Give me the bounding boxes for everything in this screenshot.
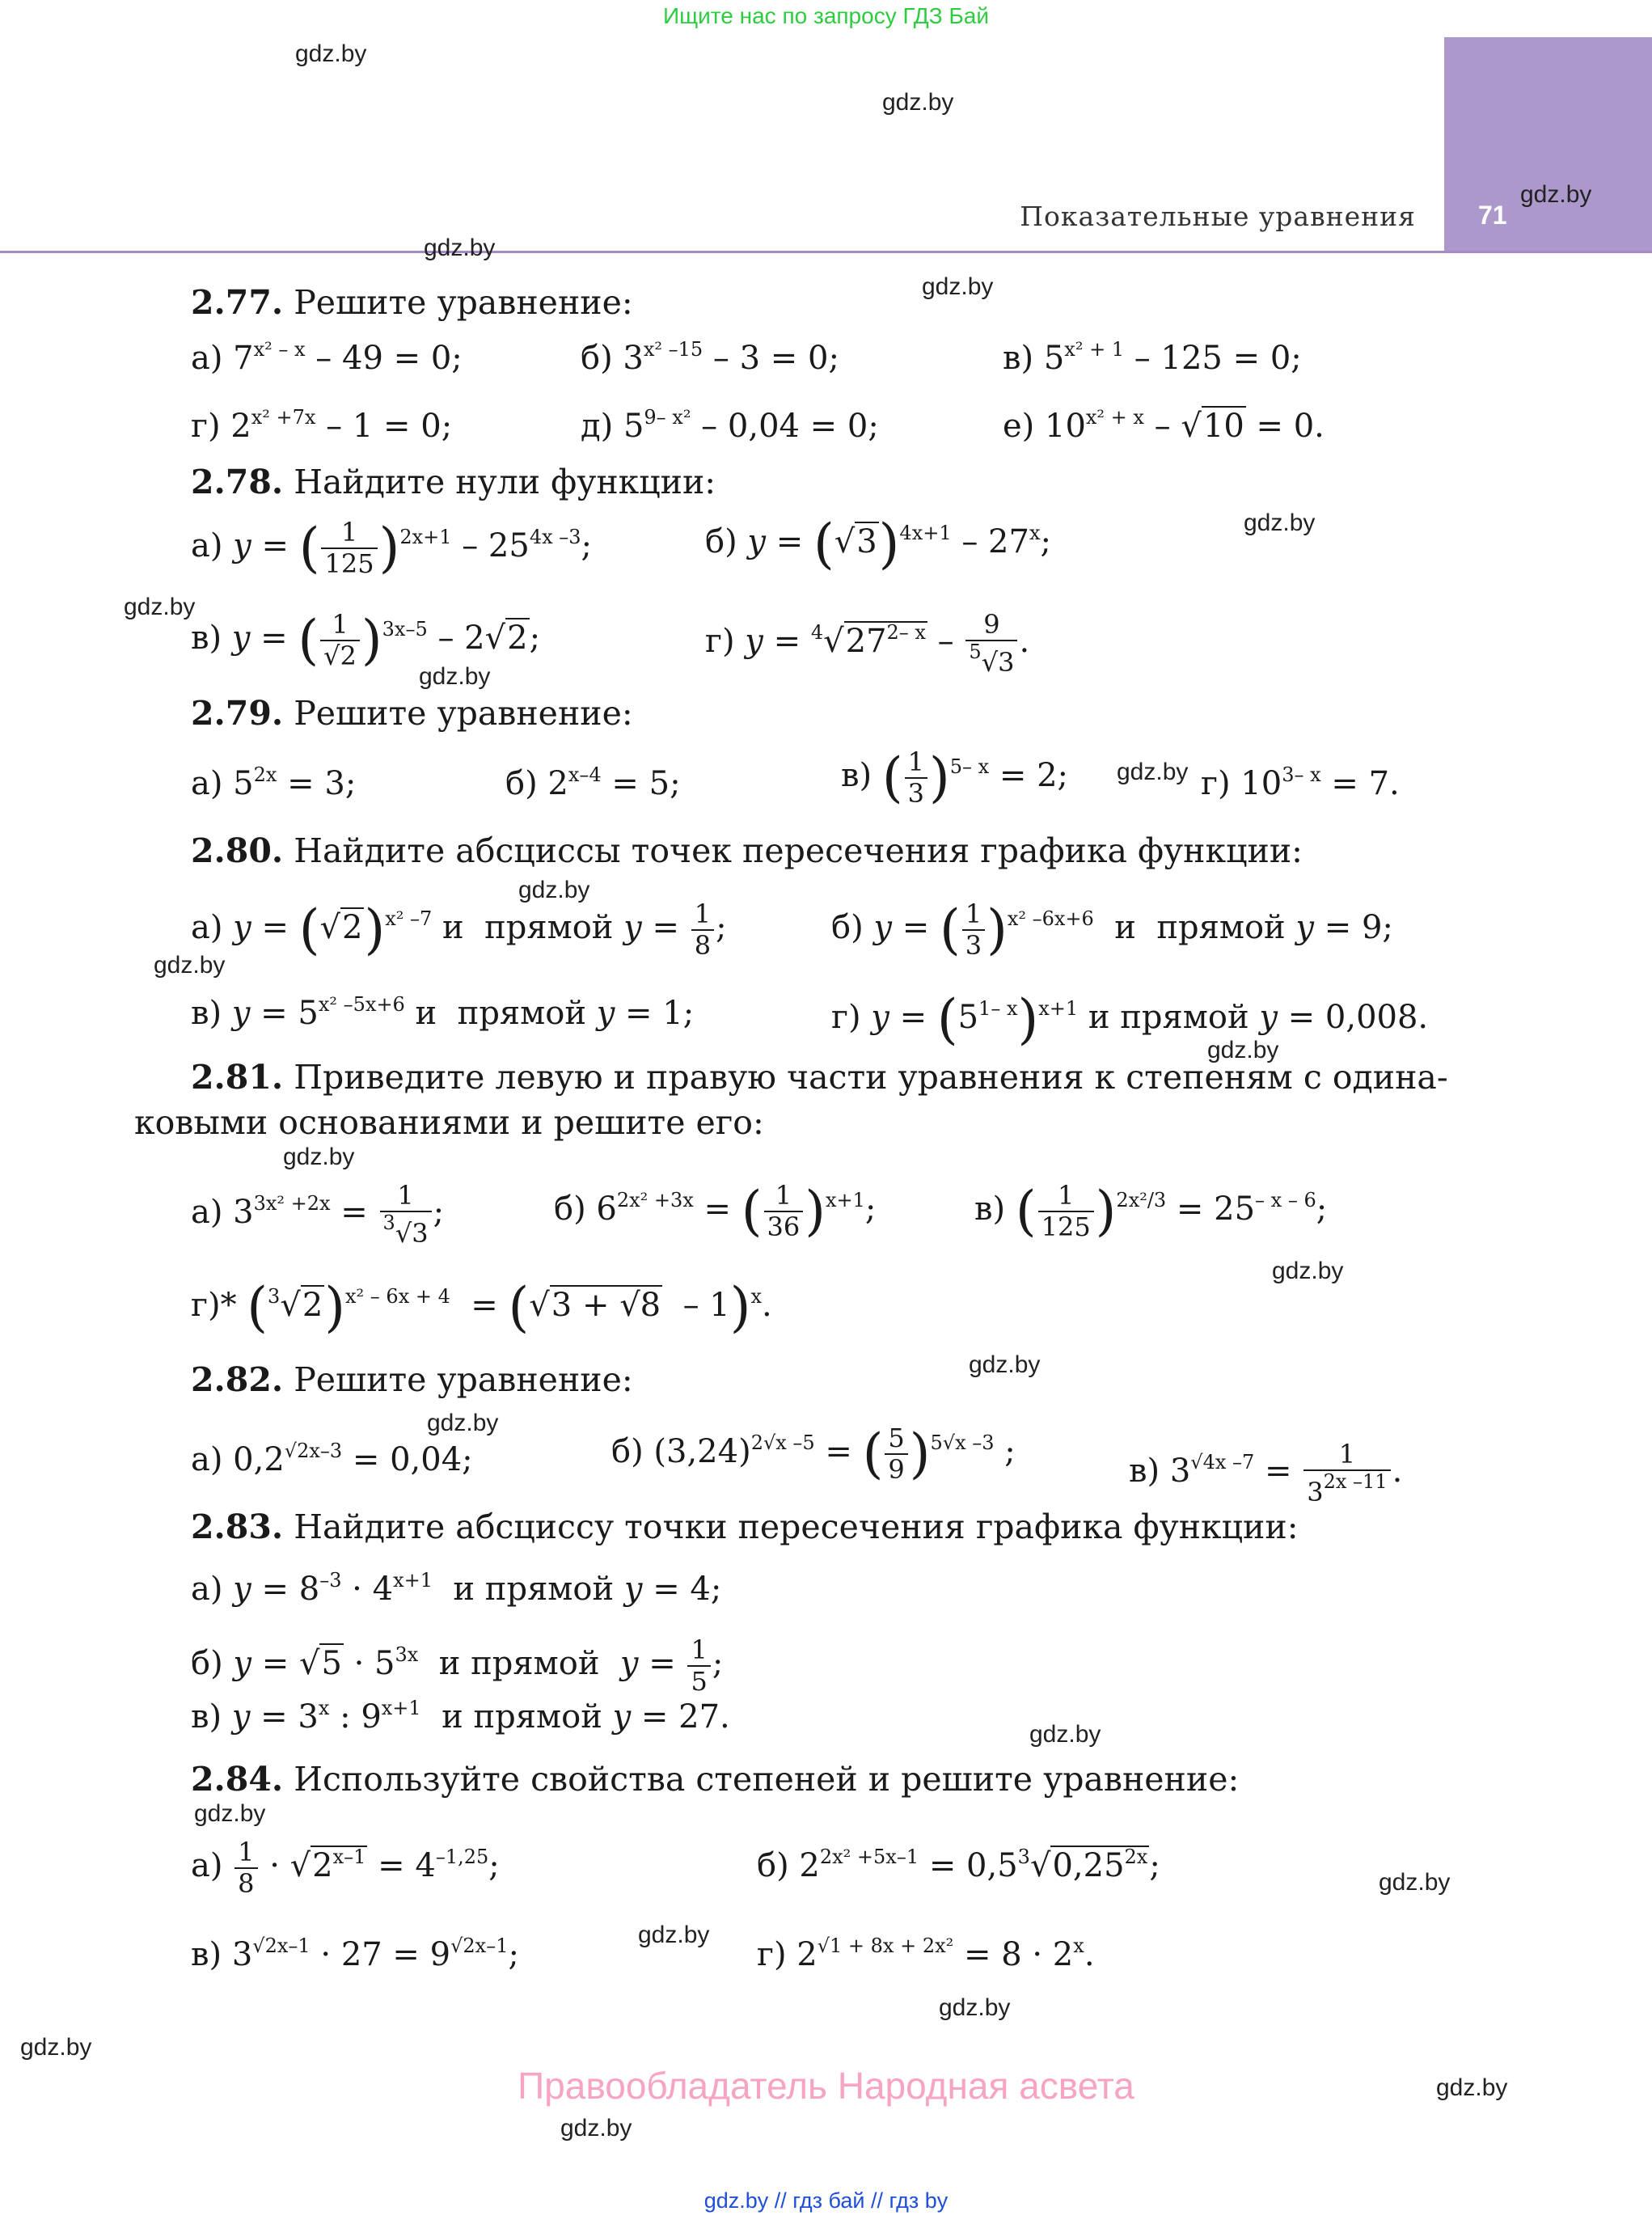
formula-row: е) $10^{x^2 + x} - √10 = 0$.: [1003, 406, 1325, 445]
formula-row: а) $5^{2x} = 3$;: [191, 763, 357, 802]
exercise-number: 2.84.: [191, 1760, 284, 1799]
exercise-number: 2.81.: [191, 1058, 284, 1097]
watermark: gdz.by: [194, 1800, 266, 1827]
exercise-2-79: [191, 694, 633, 733]
exercise-number: 2.80.: [191, 831, 284, 870]
watermark: gdz.by: [638, 1922, 710, 1948]
formula-row: в) $3^{√2x-1} \cdot 27 = 9^{√2x-1}$;: [191, 1934, 519, 1973]
formula-row: в) $3^{√4x -7}$ = $\frac{1}{3^{2x -11}}$ .: [1129, 1439, 1403, 1507]
formula-row: г) $2^{x^2 +7x} - 1 = 0$;: [191, 406, 453, 445]
formula-row: а) y = ( $\frac{1}{125}$ )$^{2x+1} - 25^{4x -3}$;: [191, 516, 593, 579]
watermark: gdz.by: [922, 273, 994, 300]
exercise-title: Найдите абсциссы точек пересечения графика функции:: [294, 831, 1303, 870]
exercise-2-84: [191, 1760, 1239, 1799]
exercise-2-78: [191, 463, 716, 501]
exercise-title-continued: ковыми основаниями и решите его:: [134, 1103, 764, 1142]
watermark: gdz.by: [283, 1144, 355, 1170]
formula-row: в) $5^{x^2 + 1} - 125 = 0$;: [1003, 338, 1302, 377]
watermark: gdz.by: [295, 40, 367, 67]
formula-row: б) $2^{x-4} = 5$;: [505, 763, 681, 802]
formula-row: б) $(3,24)^{2√x -5}$ = ( $\frac{5}{9}$ )$^{5√x -3}$ ;: [611, 1422, 1016, 1485]
formula-row: б) $6^{2x^2 +3x}$ = ( $\frac{1}{36}$ )$^{x+1}$;: [554, 1179, 877, 1242]
formula-row: а) $3^{3x^2 +2x}$ = $\frac{1}{^3√3}$ ;: [191, 1180, 445, 1249]
section-title: Показательные уравнения: [1020, 201, 1416, 232]
formula-row: в) $y = 3^x$ : $9^{x+1}$ и прямой y = 27.: [191, 1697, 730, 1736]
watermark: gdz.by: [20, 2034, 92, 2061]
page-number-tab: [1444, 37, 1652, 252]
exercise-2-80: [191, 831, 1303, 870]
exercise-title: Решите уравнение:: [294, 283, 633, 322]
exercise-title: Используйте свойства степеней и решите уравнение:: [294, 1760, 1240, 1799]
formula-row: б) $2^{2x^2 +5x-1} = 0,5^3√0,25^{2x}$;: [757, 1846, 1160, 1884]
formula-row: г) $10^{3- x} = 7$.: [1201, 763, 1400, 802]
exercise-title: Решите уравнение:: [294, 1360, 633, 1399]
exercise-number: 2.78.: [191, 463, 284, 501]
formula-row: г)* $(^3√2)^{x^2 - 6x + 4} = (√3 + √8 - 1)^x$.: [191, 1276, 772, 1338]
watermark: gdz.by: [1436, 2074, 1508, 2101]
formula-row: в) ( $\frac{1}{3}$ )$^{5- x}$ = 2;: [841, 746, 1069, 809]
formula-row: а) $7^{x^2 - x} - 49 = 0$;: [191, 338, 463, 377]
exercise-title: Найдите абсциссу точки пересечения графика функции:: [294, 1507, 1299, 1546]
exercise-number: 2.83.: [191, 1507, 284, 1546]
exercise-2-83: [191, 1507, 1299, 1546]
watermark: gdz.by: [419, 663, 491, 690]
exercise-title: Найдите нули функции:: [294, 463, 716, 501]
promo-note: Ищите нас по запросу ГДЗ Бай: [662, 3, 990, 28]
watermark: gdz.by: [939, 1994, 1011, 2021]
copyright-holder: Правообладатель Народная асвета: [518, 2065, 1134, 2107]
formula-row: а) $y = (√2)^{x^2 -7}$ и прямой y = $\frac{1}{8}$ ;: [191, 898, 727, 961]
formula-row: а) $y = 8^{-3} \cdot 4^{x+1}$ и прямой y = 4;: [191, 1569, 722, 1608]
formula-row: а) $0,2^{√2x-3} = 0,04$;: [191, 1440, 473, 1478]
watermark: gdz.by: [1379, 1869, 1451, 1896]
exercise-number: 2.77.: [191, 283, 284, 322]
watermark: gdz.by: [518, 877, 590, 903]
formula-row: г) $2^{√1 + 8x + 2x^2} = 8 \cdot 2^x$.: [757, 1934, 1095, 1973]
formula-row: г) $y = ^4√27^{2- x}$ – $\frac{9}{^5√3}$ .: [705, 609, 1030, 678]
exercise-2-82: [191, 1360, 633, 1399]
exercise-title: Решите уравнение:: [294, 694, 633, 733]
watermark: gdz.by: [969, 1351, 1041, 1378]
exercise-2-77: [191, 283, 633, 322]
watermark: gdz.by: [882, 89, 954, 116]
formula-row: в) ( $\frac{1}{125}$ )$^{2x^2/3} = 25^{- x - 6}$;: [974, 1179, 1328, 1242]
watermark: gdz.by: [1029, 1721, 1101, 1748]
formula-row: б) y = ( $\frac{1}{3}$ )$^{x^2 -6x+6}$ и прямой y = 9;: [831, 898, 1393, 961]
watermark: gdz.by: [560, 2115, 632, 2142]
watermark: gdz.by: [424, 235, 496, 261]
formula-row: а) $\frac{1}{8}$ · $√2^{x-1} = 4^{-1,25}$;: [191, 1837, 500, 1899]
watermark: gdz.by: [154, 952, 226, 979]
watermark: gdz.by: [124, 594, 196, 620]
header-divider: [0, 251, 1652, 253]
exercise-title: Приведите левую и правую части уравнения к степеням с одина-: [294, 1058, 1448, 1097]
exercise-2-81: [191, 1058, 1448, 1097]
formula-row: б) $y = (√3)^{4x+1} - 27^x$;: [705, 513, 1051, 575]
exercise-number: 2.79.: [191, 694, 284, 733]
watermark: gdz.by: [427, 1410, 499, 1436]
watermark: gdz.by: [1272, 1258, 1344, 1284]
formula-row: б) $y = √5 \cdot 5^{3x}$ и прямой y = $\frac{1}{5}$ ;: [191, 1634, 724, 1697]
watermark: gdz.by: [1117, 759, 1189, 785]
footer-links[interactable]: gdz.by // гдз бай // гдз by: [703, 2188, 949, 2213]
watermark: gdz.by: [1520, 181, 1592, 208]
watermark: gdz.by: [1244, 509, 1316, 536]
watermark: gdz.by: [1207, 1037, 1279, 1063]
formula-row: б) $3^{x^2 -15} - 3 = 0$;: [581, 338, 839, 377]
formula-row: д) $5^{9- x^2} - 0,04 = 0$;: [581, 406, 879, 445]
formula-row: в) y = ( $\frac{1}{√2}$ )$^{3x-5}$ – 2√2;: [191, 608, 541, 671]
page-number: 71: [1478, 201, 1507, 230]
formula-row: г) $y = (5^{1- x})^{x+1}$ и прямой y = 0,008.: [831, 988, 1429, 1051]
formula-row: в) $y = 5^{x^2 -5x+6}$ и прямой y = 1;: [191, 993, 695, 1032]
exercise-number: 2.82.: [191, 1360, 284, 1399]
